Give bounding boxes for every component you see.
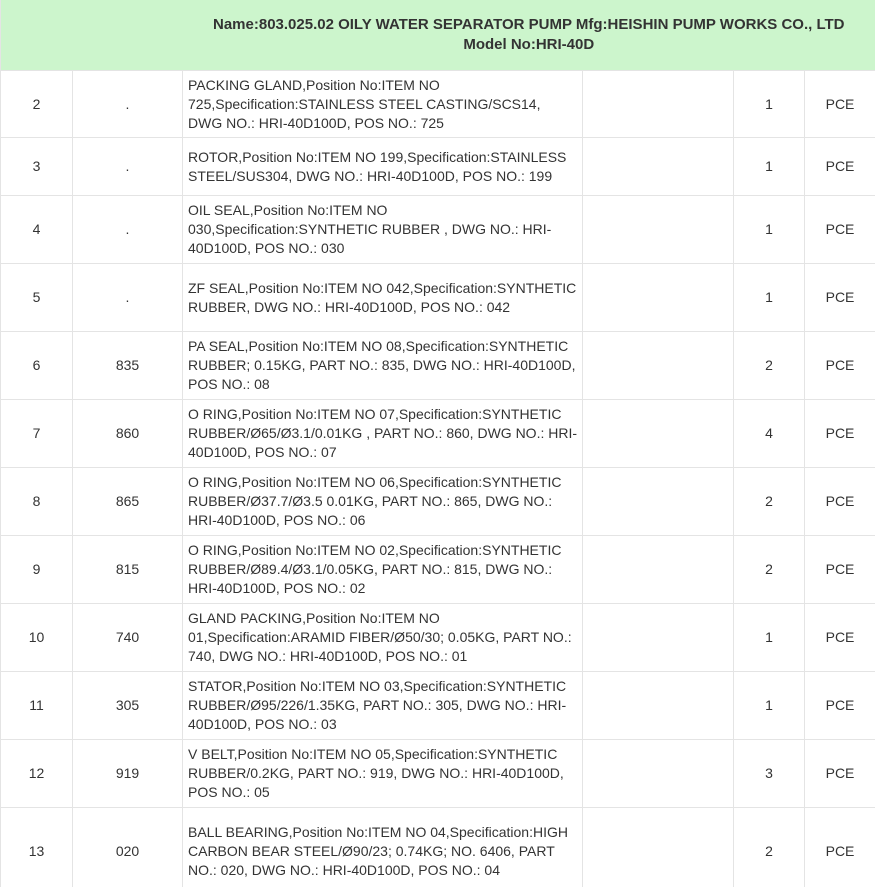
item-number-cell: 5	[1, 264, 73, 332]
part-number-cell: .	[73, 196, 183, 264]
table-row	[1, 672, 875, 740]
description-cell: O RING,Position No:ITEM NO 02,Specification:SYNTHETIC RUBBER/Ø89.4/Ø3.1/0.05KG, PART NO.: 815, DWG NO.: HRI-40D100D, POS NO.: 02	[183, 536, 583, 604]
item-number-cell: 12	[1, 740, 73, 808]
description-cell: ROTOR,Position No:ITEM NO 199,Specification:STAINLESS STEEL/SUS304, DWG NO.: HRI-40D100D, POS NO.: 199	[183, 138, 583, 196]
unit-cell: PCE	[805, 332, 875, 400]
unit-cell: PCE	[805, 400, 875, 468]
table-row	[1, 138, 875, 196]
part-number-cell: 020	[73, 808, 183, 887]
quantity-cell: 1	[734, 196, 805, 264]
quantity-cell: 2	[734, 468, 805, 536]
part-number-cell: .	[73, 71, 183, 138]
unit-cell: PCE	[805, 740, 875, 808]
quantity-cell: 2	[734, 536, 805, 604]
item-number-cell: 3	[1, 138, 73, 196]
empty-cell	[583, 468, 734, 536]
unit-cell: PCE	[805, 71, 875, 138]
part-number-cell: 740	[73, 604, 183, 672]
part-number-cell: 865	[73, 468, 183, 536]
empty-cell	[583, 332, 734, 400]
part-number-cell: 815	[73, 536, 183, 604]
unit-cell: PCE	[805, 196, 875, 264]
table-row	[1, 196, 875, 264]
empty-cell	[583, 138, 734, 196]
description-cell: GLAND PACKING,Position No:ITEM NO 01,Specification:ARAMID FIBER/Ø50/30; 0.05KG, PART NO.: 740, DWG NO.: HRI-40D100D, POS NO.: 01	[183, 604, 583, 672]
description-cell: PA SEAL,Position No:ITEM NO 08,Specification:SYNTHETIC RUBBER; 0.15KG, PART NO.: 835, DWG NO.: HRI-40D100D, POS NO.: 08	[183, 332, 583, 400]
description-cell: PACKING GLAND,Position No:ITEM NO 725,Specification:STAINLESS STEEL CASTING/SCS14, DWG NO.: HRI-40D100D, POS NO.: 725	[183, 71, 583, 138]
description-cell: O RING,Position No:ITEM NO 07,Specification:SYNTHETIC RUBBER/Ø65/Ø3.1/0.01KG , PART NO.: 860, DWG NO.: HRI-40D100D, POS NO.: 07	[183, 400, 583, 468]
unit-cell: PCE	[805, 808, 875, 887]
empty-cell	[583, 808, 734, 887]
empty-cell	[583, 740, 734, 808]
empty-cell	[583, 400, 734, 468]
part-number-cell: .	[73, 264, 183, 332]
group-header-spacer	[1, 0, 183, 71]
empty-cell	[583, 196, 734, 264]
group-header-row	[1, 0, 875, 71]
table-row	[1, 264, 875, 332]
table-row	[1, 400, 875, 468]
unit-cell: PCE	[805, 468, 875, 536]
table-row	[1, 468, 875, 536]
item-number-cell: 13	[1, 808, 73, 887]
quantity-cell: 1	[734, 138, 805, 196]
empty-cell	[583, 604, 734, 672]
unit-cell: PCE	[805, 264, 875, 332]
unit-cell: PCE	[805, 672, 875, 740]
part-number-cell: 860	[73, 400, 183, 468]
part-number-cell: 919	[73, 740, 183, 808]
table-row	[1, 740, 875, 808]
empty-cell	[583, 672, 734, 740]
quantity-cell: 1	[734, 264, 805, 332]
quantity-cell: 3	[734, 740, 805, 808]
unit-cell: PCE	[805, 536, 875, 604]
quantity-cell: 1	[734, 71, 805, 138]
table-row	[1, 604, 875, 672]
quantity-cell: 2	[734, 808, 805, 887]
description-cell: ZF SEAL,Position No:ITEM NO 042,Specification:SYNTHETIC RUBBER, DWG NO.: HRI-40D100D, POS NO.: 042	[183, 264, 583, 332]
empty-cell	[583, 264, 734, 332]
description-cell: V BELT,Position No:ITEM NO 05,Specification:SYNTHETIC RUBBER/0.2KG, PART NO.: 919, DWG NO.: HRI-40D100D, POS NO.: 05	[183, 740, 583, 808]
table-row	[1, 71, 875, 138]
unit-cell: PCE	[805, 138, 875, 196]
empty-cell	[583, 71, 734, 138]
item-number-cell: 9	[1, 536, 73, 604]
item-number-cell: 10	[1, 604, 73, 672]
item-number-cell: 2	[1, 71, 73, 138]
item-number-cell: 6	[1, 332, 73, 400]
unit-cell: PCE	[805, 604, 875, 672]
item-number-cell: 11	[1, 672, 73, 740]
item-number-cell: 4	[1, 196, 73, 264]
quantity-cell: 4	[734, 400, 805, 468]
description-cell: OIL SEAL,Position No:ITEM NO 030,Specification:SYNTHETIC RUBBER , DWG NO.: HRI-40D100D, POS NO.: 030	[183, 196, 583, 264]
group-header-title: Name:803.025.02 OILY WATER SEPARATOR PUMP Mfg:HEISHIN PUMP WORKS CO., LTD Model No:HRI-40D	[183, 0, 875, 71]
part-number-cell: .	[73, 138, 183, 196]
description-cell: STATOR,Position No:ITEM NO 03,Specification:SYNTHETIC RUBBER/Ø95/226/1.35KG, PART NO.: 305, DWG NO.: HRI-40D100D, POS NO.: 03	[183, 672, 583, 740]
quantity-cell: 2	[734, 332, 805, 400]
quantity-cell: 1	[734, 604, 805, 672]
part-number-cell: 305	[73, 672, 183, 740]
empty-cell	[583, 536, 734, 604]
table-row	[1, 536, 875, 604]
item-number-cell: 7	[1, 400, 73, 468]
table-row	[1, 808, 875, 887]
description-cell: BALL BEARING,Position No:ITEM NO 04,Specification:HIGH CARBON BEAR STEEL/Ø90/23; 0.74KG; NO. 6406, PART NO.: 020, DWG NO.: HRI-40D100D, POS NO.: 04	[183, 808, 583, 887]
item-number-cell: 8	[1, 468, 73, 536]
description-cell: O RING,Position No:ITEM NO 06,Specification:SYNTHETIC RUBBER/Ø37.7/Ø3.5 0.01KG, PART NO.: 865, DWG NO.: HRI-40D100D, POS NO.: 06	[183, 468, 583, 536]
quantity-cell: 1	[734, 672, 805, 740]
table-row	[1, 332, 875, 400]
part-number-cell: 835	[73, 332, 183, 400]
